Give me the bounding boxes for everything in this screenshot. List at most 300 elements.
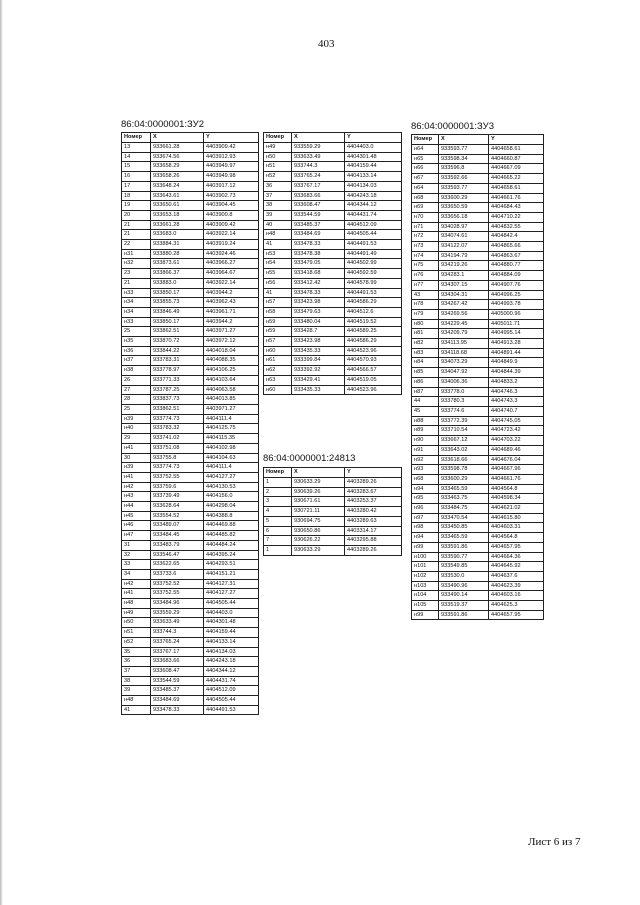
table-row bbox=[264, 162, 402, 172]
table-row bbox=[412, 164, 544, 174]
y-coordinate-cell: 4403944.2 bbox=[204, 317, 259, 327]
table-row bbox=[412, 251, 544, 261]
y-coordinate-cell: 4404993.78 bbox=[489, 300, 544, 310]
page-number: 403 bbox=[318, 38, 335, 50]
x-coordinate-cell: 933765.24 bbox=[292, 172, 345, 182]
table-row bbox=[122, 288, 259, 298]
y-coordinate-cell: 4404127.31 bbox=[204, 579, 259, 589]
point-number-cell: 21 bbox=[122, 230, 151, 240]
point-number-cell: н48 bbox=[122, 696, 151, 706]
point-number-cell: н105 bbox=[412, 601, 439, 611]
x-coordinate-cell: 933772.39 bbox=[439, 416, 489, 426]
point-number-cell: н54 bbox=[264, 259, 292, 269]
table-row bbox=[412, 426, 544, 436]
point-number-cell: н95 bbox=[412, 494, 439, 504]
table-row bbox=[122, 628, 259, 638]
table-row bbox=[264, 298, 402, 308]
x-coordinate-cell: 934283.1 bbox=[439, 271, 489, 281]
x-coordinate-cell: 933478.38 bbox=[292, 249, 345, 259]
table-row bbox=[412, 261, 544, 271]
table-row bbox=[122, 647, 259, 657]
point-number-cell: н39 bbox=[122, 463, 151, 473]
point-number-cell: 35 bbox=[122, 647, 151, 657]
point-number-cell: н104 bbox=[412, 591, 439, 601]
point-number-cell: н65 bbox=[412, 154, 439, 164]
point-number-cell: 38 bbox=[264, 201, 292, 211]
y-coordinate-cell: 4404658.61 bbox=[489, 183, 544, 193]
point-number-cell: н99 bbox=[412, 542, 439, 552]
table-row bbox=[122, 676, 259, 686]
table-row bbox=[122, 385, 259, 395]
point-number-cell: н38 bbox=[122, 366, 151, 376]
coordinates-table-24813 bbox=[263, 467, 402, 556]
point-number-cell: н78 bbox=[412, 300, 439, 310]
table-row bbox=[122, 240, 259, 250]
x-coordinate-cell: 930650.86 bbox=[292, 526, 345, 536]
x-coordinate-cell: 933870.72 bbox=[151, 337, 204, 347]
x-coordinate-cell: 934209.79 bbox=[439, 329, 489, 339]
table-row bbox=[412, 329, 544, 339]
table-row bbox=[122, 172, 259, 182]
table-row bbox=[412, 309, 544, 319]
y-coordinate-cell: 4404995.14 bbox=[489, 329, 544, 339]
x-coordinate-cell: 934006.36 bbox=[439, 377, 489, 387]
point-number-cell: н41 bbox=[122, 443, 151, 453]
point-number-cell: 13 bbox=[122, 143, 151, 153]
y-coordinate-cell: 4404431.74 bbox=[345, 210, 402, 220]
table-row bbox=[412, 387, 544, 397]
y-coordinate-cell: 4403949.97 bbox=[204, 162, 259, 172]
point-number-cell: 39 bbox=[264, 210, 292, 220]
x-coordinate-cell: 933661.28 bbox=[151, 220, 204, 230]
scan-edge bbox=[0, 0, 3, 905]
x-coordinate-cell: 933873.61 bbox=[151, 259, 204, 269]
table-row bbox=[122, 259, 259, 269]
point-number-cell: 37 bbox=[122, 666, 151, 676]
block-title-zu3: 86:04:0000001:ЗУ3 bbox=[411, 121, 494, 132]
point-number-cell: н94 bbox=[412, 484, 439, 494]
y-coordinate-cell: 4403922.14 bbox=[204, 230, 259, 240]
y-coordinate-cell: 4404403.0 bbox=[204, 608, 259, 618]
y-coordinate-cell: 4404880.77 bbox=[489, 261, 544, 271]
x-coordinate-cell: 933484.75 bbox=[439, 504, 489, 514]
table-row bbox=[122, 404, 259, 414]
point-number-cell: н68 bbox=[412, 193, 439, 203]
point-number-cell: н98 bbox=[412, 523, 439, 533]
point-number-cell: н33 bbox=[122, 317, 151, 327]
y-coordinate-cell: 4404103.64 bbox=[204, 375, 259, 385]
table-row bbox=[122, 191, 259, 201]
x-coordinate-cell: 933484.96 bbox=[151, 599, 204, 609]
point-number-cell: 39 bbox=[122, 686, 151, 696]
x-coordinate-cell: 933463.75 bbox=[439, 494, 489, 504]
point-number-cell: н64 bbox=[412, 145, 439, 155]
column-header: Y bbox=[345, 468, 402, 478]
table-row bbox=[122, 618, 259, 628]
point-number-cell: н94 bbox=[412, 533, 439, 543]
y-coordinate-cell: 4404598.34 bbox=[489, 494, 544, 504]
y-coordinate-cell: 4404115.35 bbox=[204, 434, 259, 444]
column-header: Номер bbox=[412, 135, 439, 145]
y-coordinate-cell: 4404491.49 bbox=[345, 249, 402, 259]
table-row bbox=[412, 523, 544, 533]
table-row bbox=[264, 337, 402, 347]
table-row bbox=[412, 203, 544, 213]
point-number-cell: н84 bbox=[412, 358, 439, 368]
y-coordinate-cell: 4404689.46 bbox=[489, 445, 544, 455]
point-number-cell: н35 bbox=[122, 337, 151, 347]
y-coordinate-cell: 4405000.96 bbox=[489, 309, 544, 319]
table-row bbox=[122, 579, 259, 589]
y-coordinate-cell: 4404505.44 bbox=[345, 230, 402, 240]
table-header-row bbox=[264, 133, 402, 143]
y-coordinate-cell: 4403924.46 bbox=[204, 249, 259, 259]
y-coordinate-cell: 4404833.2 bbox=[489, 377, 544, 387]
y-coordinate-cell: 4404566.57 bbox=[345, 366, 402, 376]
y-coordinate-cell: 4404723.42 bbox=[489, 426, 544, 436]
table-row bbox=[412, 193, 544, 203]
sheet-footer: Лист 6 из 7 bbox=[528, 836, 581, 848]
x-coordinate-cell: 933658.29 bbox=[151, 162, 204, 172]
y-coordinate-cell: 4404104.63 bbox=[204, 453, 259, 463]
y-coordinate-cell: 4404615.80 bbox=[489, 513, 544, 523]
table-row bbox=[122, 482, 259, 492]
point-number-cell: н66 bbox=[412, 164, 439, 174]
table-row bbox=[122, 443, 259, 453]
point-number-cell: 1 bbox=[264, 478, 292, 488]
y-coordinate-cell: 4404660.87 bbox=[489, 154, 544, 164]
y-coordinate-cell: 4404063.58 bbox=[204, 385, 259, 395]
x-coordinate-cell: 933399.84 bbox=[292, 356, 345, 366]
table-row bbox=[412, 484, 544, 494]
x-coordinate-cell: 933752.52 bbox=[151, 579, 204, 589]
table-row bbox=[412, 581, 544, 591]
x-coordinate-cell: 933429.41 bbox=[292, 375, 345, 385]
point-number-cell: н32 bbox=[122, 259, 151, 269]
y-coordinate-cell: 4404505.44 bbox=[204, 599, 259, 609]
x-coordinate-cell: 933592.66 bbox=[439, 174, 489, 184]
point-number-cell: 33 bbox=[122, 560, 151, 570]
point-number-cell: н47 bbox=[122, 531, 151, 541]
x-coordinate-cell: 933618.66 bbox=[439, 455, 489, 465]
point-number-cell: н51 bbox=[122, 628, 151, 638]
table-row bbox=[412, 319, 544, 329]
table-row bbox=[264, 385, 402, 395]
table-row bbox=[122, 230, 259, 240]
table-row bbox=[122, 220, 259, 230]
point-number-cell: 44 bbox=[412, 397, 439, 407]
point-number-cell: н83 bbox=[412, 348, 439, 358]
point-number-cell: 28 bbox=[122, 395, 151, 405]
x-coordinate-cell: 933479.63 bbox=[292, 307, 345, 317]
x-coordinate-cell: 933765.24 bbox=[151, 637, 204, 647]
y-coordinate-cell: 4404623.39 bbox=[489, 581, 544, 591]
point-number-cell: н86 bbox=[412, 377, 439, 387]
table-row bbox=[122, 307, 259, 317]
point-number-cell: н41 bbox=[122, 589, 151, 599]
point-number-cell: 32 bbox=[122, 550, 151, 560]
table-row bbox=[122, 414, 259, 424]
x-coordinate-cell: 934229.45 bbox=[439, 319, 489, 329]
x-coordinate-cell: 933593.77 bbox=[439, 183, 489, 193]
table-row bbox=[122, 705, 259, 715]
table-row bbox=[122, 696, 259, 706]
x-coordinate-cell: 933759.6 bbox=[151, 482, 204, 492]
y-coordinate-cell: 4403289.26 bbox=[345, 545, 402, 555]
x-coordinate-cell: 933484.69 bbox=[292, 230, 345, 240]
table-row bbox=[122, 298, 259, 308]
point-number-cell: н89 bbox=[412, 426, 439, 436]
x-coordinate-cell: 933435.33 bbox=[292, 385, 345, 395]
x-coordinate-cell: 933622.65 bbox=[151, 560, 204, 570]
x-coordinate-cell: 933530.0 bbox=[439, 571, 489, 581]
point-number-cell: 36 bbox=[122, 657, 151, 667]
point-number-cell: 25 bbox=[122, 327, 151, 337]
x-coordinate-cell: 933600.29 bbox=[439, 193, 489, 203]
x-coordinate-cell: 930633.29 bbox=[292, 478, 345, 488]
point-number-cell: 17 bbox=[122, 181, 151, 191]
y-coordinate-cell: 4404863.67 bbox=[489, 251, 544, 261]
table-row bbox=[122, 502, 259, 512]
point-number-cell: 37 bbox=[264, 191, 292, 201]
point-number-cell: н79 bbox=[412, 309, 439, 319]
x-coordinate-cell: 933658.26 bbox=[151, 172, 204, 182]
table-row bbox=[264, 307, 402, 317]
table-row bbox=[264, 288, 402, 298]
table-row bbox=[122, 143, 259, 153]
table-row bbox=[264, 526, 402, 536]
table-row bbox=[264, 478, 402, 488]
x-coordinate-cell: 933771.33 bbox=[151, 375, 204, 385]
point-number-cell: н41 bbox=[122, 472, 151, 482]
x-coordinate-cell: 933739.49 bbox=[151, 492, 204, 502]
table-row bbox=[412, 436, 544, 446]
table-row bbox=[264, 230, 402, 240]
point-number-cell: 16 bbox=[122, 172, 151, 182]
y-coordinate-cell: 4403971.27 bbox=[204, 327, 259, 337]
point-number-cell: н39 bbox=[122, 414, 151, 424]
table-row bbox=[122, 375, 259, 385]
y-coordinate-cell: 4404344.12 bbox=[204, 666, 259, 676]
x-coordinate-cell: 933778.0 bbox=[439, 387, 489, 397]
x-coordinate-cell: 934194.79 bbox=[439, 251, 489, 261]
table-row bbox=[264, 249, 402, 259]
x-coordinate-cell: 933653.18 bbox=[151, 210, 204, 220]
point-number-cell: 41 bbox=[264, 288, 292, 298]
table-row bbox=[122, 249, 259, 259]
table-row bbox=[412, 222, 544, 232]
x-coordinate-cell: 933767.17 bbox=[292, 181, 345, 191]
x-coordinate-cell: 933519.37 bbox=[439, 601, 489, 611]
y-coordinate-cell: 4403904.45 bbox=[204, 201, 259, 211]
y-coordinate-cell: 4404156.0 bbox=[204, 492, 259, 502]
x-coordinate-cell: 933683.66 bbox=[151, 657, 204, 667]
x-coordinate-cell: 933554.52 bbox=[151, 511, 204, 521]
table-row bbox=[412, 145, 544, 155]
y-coordinate-cell: 4404745.05 bbox=[489, 416, 544, 426]
table-row bbox=[412, 610, 544, 620]
table-row bbox=[412, 242, 544, 252]
y-coordinate-cell: 4404684.43 bbox=[489, 203, 544, 213]
table-row bbox=[412, 571, 544, 581]
x-coordinate-cell: 933866.37 bbox=[151, 269, 204, 279]
x-coordinate-cell: 933774.6 bbox=[439, 406, 489, 416]
y-coordinate-cell: 4404491.53 bbox=[204, 705, 259, 715]
x-coordinate-cell: 933478.33 bbox=[292, 240, 345, 250]
table-row bbox=[412, 562, 544, 572]
x-coordinate-cell: 933741.02 bbox=[151, 434, 204, 444]
x-coordinate-cell: 933846.49 bbox=[151, 307, 204, 317]
point-number-cell: н99 bbox=[412, 610, 439, 620]
y-coordinate-cell: 4404395.24 bbox=[204, 550, 259, 560]
table-row bbox=[122, 210, 259, 220]
table-row bbox=[412, 154, 544, 164]
y-coordinate-cell: 4404127.27 bbox=[204, 472, 259, 482]
y-coordinate-cell: 4404658.61 bbox=[489, 145, 544, 155]
point-number-cell: н56 bbox=[264, 278, 292, 288]
point-number-cell: н96 bbox=[412, 504, 439, 514]
y-coordinate-cell: 4404127.27 bbox=[204, 589, 259, 599]
x-coordinate-cell: 933650.59 bbox=[439, 203, 489, 213]
point-number-cell: н70 bbox=[412, 212, 439, 222]
point-number-cell: н50 bbox=[264, 152, 292, 162]
point-number-cell: н57 bbox=[264, 337, 292, 347]
point-number-cell: н62 bbox=[264, 366, 292, 376]
y-coordinate-cell: 4405011.71 bbox=[489, 319, 544, 329]
table-row bbox=[264, 507, 402, 517]
x-coordinate-cell: 930633.29 bbox=[292, 545, 345, 555]
x-coordinate-cell: 933478.33 bbox=[292, 288, 345, 298]
y-coordinate-cell: 4404661.76 bbox=[489, 193, 544, 203]
table-row bbox=[122, 472, 259, 482]
y-coordinate-cell: 4403944.2 bbox=[204, 288, 259, 298]
table-row bbox=[122, 657, 259, 667]
column-header: X bbox=[292, 133, 345, 143]
point-number-cell: н37 bbox=[122, 356, 151, 366]
point-number-cell: н61 bbox=[264, 356, 292, 366]
point-number-cell: 4 bbox=[264, 507, 292, 517]
x-coordinate-cell: 933656.18 bbox=[439, 212, 489, 222]
point-number-cell: н60 bbox=[264, 346, 292, 356]
point-number-cell: 34 bbox=[122, 569, 151, 579]
x-coordinate-cell: 933593.77 bbox=[439, 145, 489, 155]
y-coordinate-cell: 4403972.12 bbox=[204, 337, 259, 347]
point-number-cell: н59 bbox=[264, 317, 292, 327]
x-coordinate-cell: 933643.61 bbox=[151, 191, 204, 201]
table-row bbox=[122, 366, 259, 376]
x-coordinate-cell: 933683.0 bbox=[151, 230, 204, 240]
table-row bbox=[412, 358, 544, 368]
x-coordinate-cell: 933435.33 bbox=[292, 346, 345, 356]
x-coordinate-cell: 933608.47 bbox=[151, 666, 204, 676]
point-number-cell: н75 bbox=[412, 261, 439, 271]
point-number-cell: н46 bbox=[122, 521, 151, 531]
x-coordinate-cell: 933733.6 bbox=[151, 569, 204, 579]
column-header: X bbox=[151, 133, 204, 143]
y-coordinate-cell: 4404151.21 bbox=[204, 569, 259, 579]
x-coordinate-cell: 933774.73 bbox=[151, 463, 204, 473]
x-coordinate-cell: 934118.68 bbox=[439, 348, 489, 358]
y-coordinate-cell: 4404592.59 bbox=[345, 269, 402, 279]
table-row bbox=[264, 210, 402, 220]
y-coordinate-cell: 4404603.16 bbox=[489, 591, 544, 601]
y-coordinate-cell: 4404564.8 bbox=[489, 484, 544, 494]
table-row bbox=[264, 487, 402, 497]
x-coordinate-cell: 933674.56 bbox=[151, 152, 204, 162]
y-coordinate-cell: 4404884.09 bbox=[489, 271, 544, 281]
point-number-cell: 5 bbox=[264, 516, 292, 526]
x-coordinate-cell: 933667.12 bbox=[439, 436, 489, 446]
x-coordinate-cell: 930721.11 bbox=[292, 507, 345, 517]
y-coordinate-cell: 4404523.96 bbox=[345, 385, 402, 395]
x-coordinate-cell: 933450.85 bbox=[439, 523, 489, 533]
point-number-cell: н76 bbox=[412, 271, 439, 281]
coordinates-table-zu2 bbox=[121, 132, 259, 715]
table-row bbox=[412, 174, 544, 184]
point-number-cell: н48 bbox=[122, 599, 151, 609]
table-row bbox=[122, 599, 259, 609]
y-coordinate-cell: 4404603.31 bbox=[489, 523, 544, 533]
table-row bbox=[122, 531, 259, 541]
point-number-cell: н93 bbox=[412, 465, 439, 475]
point-number-cell: н100 bbox=[412, 552, 439, 562]
x-coordinate-cell: 933423.98 bbox=[292, 298, 345, 308]
table-row bbox=[412, 552, 544, 562]
x-coordinate-cell: 933778.97 bbox=[151, 366, 204, 376]
point-number-cell: 3 bbox=[264, 497, 292, 507]
y-coordinate-cell: 4403314.17 bbox=[345, 526, 402, 536]
table-row bbox=[412, 513, 544, 523]
point-number-cell: 41 bbox=[122, 705, 151, 715]
table-row bbox=[122, 356, 259, 366]
block-title-zu2: 86:04:0000001:ЗУ2 bbox=[121, 119, 204, 130]
x-coordinate-cell: 933844.22 bbox=[151, 346, 204, 356]
point-number-cell: н44 bbox=[122, 502, 151, 512]
column-header: Номер bbox=[122, 133, 151, 143]
x-coordinate-cell: 933855.73 bbox=[151, 298, 204, 308]
y-coordinate-cell: 4404625.3 bbox=[489, 601, 544, 611]
table-row bbox=[264, 152, 402, 162]
point-number-cell: н48 bbox=[264, 230, 292, 240]
y-coordinate-cell: 4404645.92 bbox=[489, 562, 544, 572]
table-row bbox=[412, 465, 544, 475]
point-number-cell: н45 bbox=[122, 511, 151, 521]
y-coordinate-cell: 4404512.09 bbox=[204, 686, 259, 696]
x-coordinate-cell: 933633.49 bbox=[292, 152, 345, 162]
x-coordinate-cell: 933752.55 bbox=[151, 589, 204, 599]
point-number-cell: 26 bbox=[122, 375, 151, 385]
block-title-24813: 86:04:0000001:24813 bbox=[263, 453, 356, 464]
y-coordinate-cell: 4404844.39 bbox=[489, 368, 544, 378]
x-coordinate-cell: 933598.78 bbox=[439, 465, 489, 475]
table-row bbox=[122, 424, 259, 434]
x-coordinate-cell: 934304.31 bbox=[439, 290, 489, 300]
y-coordinate-cell: 4404703.22 bbox=[489, 436, 544, 446]
x-coordinate-cell: 933880.28 bbox=[151, 249, 204, 259]
point-number-cell: н80 bbox=[412, 319, 439, 329]
table-row bbox=[412, 494, 544, 504]
point-number-cell: 18 bbox=[122, 191, 151, 201]
column-header: Y bbox=[489, 135, 544, 145]
x-coordinate-cell: 933884.31 bbox=[151, 240, 204, 250]
point-number-cell: 21 bbox=[122, 278, 151, 288]
x-coordinate-cell: 933485.37 bbox=[151, 686, 204, 696]
x-coordinate-cell: 933787.25 bbox=[151, 385, 204, 395]
x-coordinate-cell: 933470.54 bbox=[439, 513, 489, 523]
column-header: Номер bbox=[264, 468, 292, 478]
y-coordinate-cell: 4404913.28 bbox=[489, 339, 544, 349]
table-row bbox=[122, 162, 259, 172]
